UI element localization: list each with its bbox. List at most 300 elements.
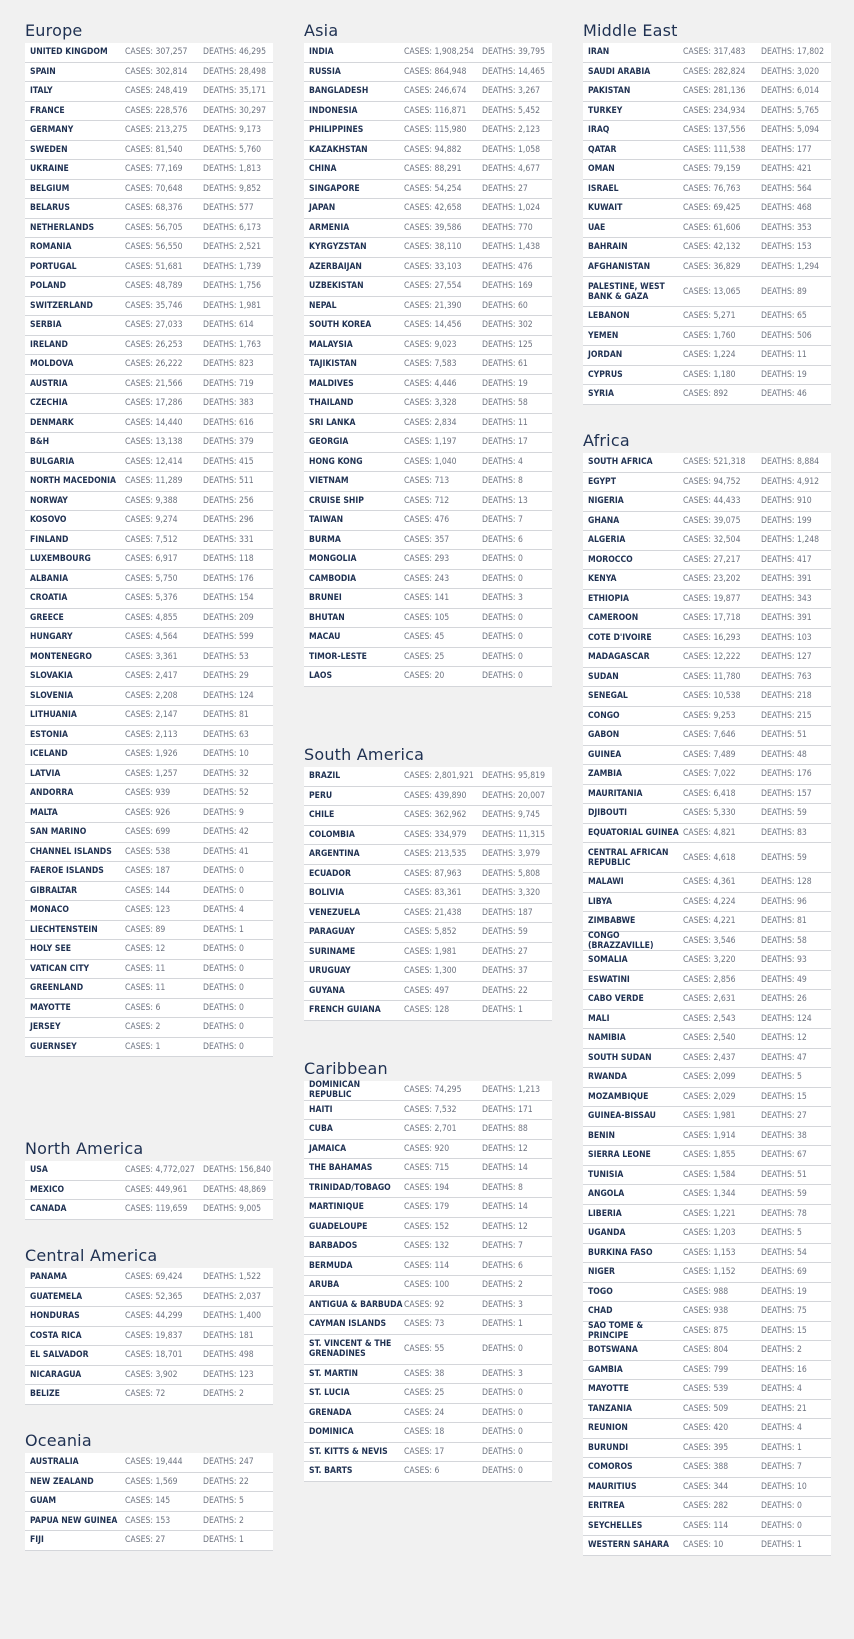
country-name: NIGER bbox=[588, 1267, 615, 1278]
cases-value: CASES: 11,289 bbox=[125, 476, 183, 487]
region-asia bbox=[304, 20, 552, 687]
table-row bbox=[583, 1146, 831, 1166]
table-row bbox=[304, 102, 552, 122]
country-name: SRI LANKA bbox=[309, 417, 356, 428]
country-name: LIBERIA bbox=[588, 1208, 622, 1219]
table-row bbox=[25, 141, 273, 161]
cases-value: CASES: 10,538 bbox=[683, 691, 741, 702]
deaths-value: DEATHS: 5 bbox=[761, 1072, 802, 1083]
region-middle-east bbox=[583, 20, 831, 405]
cases-value: CASES: 1,914 bbox=[683, 1130, 736, 1141]
deaths-value: DEATHS: 38 bbox=[761, 1130, 807, 1141]
deaths-value: DEATHS: 124 bbox=[761, 1013, 812, 1024]
country-name: ICELAND bbox=[30, 749, 68, 760]
cases-value: CASES: 5,271 bbox=[683, 311, 736, 322]
deaths-value: DEATHS: 0 bbox=[761, 1501, 802, 1512]
table-row bbox=[583, 1224, 831, 1244]
table-row bbox=[583, 43, 831, 63]
country-name: JERSEY bbox=[30, 1022, 61, 1033]
deaths-value: DEATHS: 599 bbox=[203, 632, 254, 643]
table-row bbox=[25, 297, 273, 317]
deaths-value: DEATHS: 2 bbox=[761, 1345, 802, 1356]
table-row bbox=[583, 629, 831, 649]
deaths-value: DEATHS: 1 bbox=[482, 1005, 523, 1016]
deaths-value: DEATHS: 9 bbox=[203, 807, 244, 818]
deaths-value: DEATHS: 0 bbox=[482, 612, 523, 623]
cases-value: CASES: 293 bbox=[404, 554, 450, 565]
country-name: CHILE bbox=[309, 810, 335, 821]
region-north-america bbox=[25, 1138, 273, 1220]
table-row bbox=[583, 82, 831, 102]
country-name: MOROCCO bbox=[588, 554, 633, 565]
table-row bbox=[304, 806, 552, 826]
country-name: SOMALIA bbox=[588, 955, 628, 966]
cases-value: CASES: 10 bbox=[683, 1540, 724, 1551]
table-row bbox=[25, 1181, 273, 1201]
deaths-value: DEATHS: 0 bbox=[203, 1002, 244, 1013]
table-row bbox=[304, 1315, 552, 1335]
deaths-value: DEATHS: 506 bbox=[761, 330, 812, 341]
cases-value: CASES: 4,564 bbox=[125, 632, 178, 643]
table-row bbox=[25, 82, 273, 102]
deaths-value: DEATHS: 0 bbox=[482, 671, 523, 682]
country-name: GERMANY bbox=[30, 125, 74, 136]
deaths-value: DEATHS: 96 bbox=[761, 896, 807, 907]
cases-value: CASES: 2,208 bbox=[125, 690, 178, 701]
cases-value: CASES: 11 bbox=[125, 983, 166, 994]
country-name: SENEGAL bbox=[588, 691, 628, 702]
table-row bbox=[583, 648, 831, 668]
country-name: BURKINA FASO bbox=[588, 1247, 653, 1258]
cases-value: CASES: 2,113 bbox=[125, 729, 178, 740]
country-name: GAMBIA bbox=[588, 1364, 623, 1375]
country-name: NETHERLANDS bbox=[30, 222, 95, 233]
deaths-value: DEATHS: 3 bbox=[482, 593, 523, 604]
table-row bbox=[304, 1335, 552, 1365]
deaths-value: DEATHS: 4 bbox=[203, 905, 244, 916]
cases-value: CASES: 1,257 bbox=[125, 768, 178, 779]
country-name: POLAND bbox=[30, 281, 67, 292]
deaths-value: DEATHS: 5,808 bbox=[482, 868, 541, 879]
deaths-value: DEATHS: 4,677 bbox=[482, 164, 541, 175]
country-name: PAKISTAN bbox=[588, 86, 631, 97]
table-row bbox=[304, 433, 552, 453]
cases-value: CASES: 144 bbox=[125, 885, 171, 896]
deaths-value: DEATHS: 7 bbox=[761, 1462, 802, 1473]
country-name: SOUTH AFRICA bbox=[588, 457, 653, 468]
region-central-america bbox=[25, 1245, 273, 1405]
country-name: USA bbox=[30, 1165, 48, 1176]
cases-value: CASES: 5,750 bbox=[125, 573, 178, 584]
deaths-value: DEATHS: 22 bbox=[203, 1476, 249, 1487]
deaths-value: DEATHS: 5 bbox=[203, 1496, 244, 1507]
region-title: Africa bbox=[583, 431, 630, 450]
cases-value: CASES: 26,253 bbox=[125, 339, 183, 350]
country-name: GUINEA-BISSAU bbox=[588, 1111, 656, 1122]
table-row bbox=[25, 1366, 273, 1386]
region-title: Caribbean bbox=[304, 1059, 388, 1078]
cases-value: CASES: 2,540 bbox=[683, 1033, 736, 1044]
deaths-value: DEATHS: 88 bbox=[482, 1124, 528, 1135]
table-row bbox=[304, 43, 552, 63]
cases-value: CASES: 938 bbox=[683, 1306, 729, 1317]
country-name: NIGERIA bbox=[588, 496, 624, 507]
cases-value: CASES: 17,286 bbox=[125, 398, 183, 409]
table-row bbox=[25, 1473, 273, 1493]
table-row bbox=[583, 1302, 831, 1322]
country-name: CRUISE SHIP bbox=[309, 495, 364, 506]
country-name: MAURITANIA bbox=[588, 788, 643, 799]
country-name: LATVIA bbox=[30, 768, 61, 779]
table-row bbox=[304, 570, 552, 590]
country-name: JAMAICA bbox=[309, 1143, 347, 1154]
table-row bbox=[25, 219, 273, 239]
cases-value: CASES: 799 bbox=[683, 1364, 729, 1375]
country-name: INDIA bbox=[309, 47, 334, 58]
table-row bbox=[583, 785, 831, 805]
country-name: DJIBOUTI bbox=[588, 808, 628, 819]
table-row bbox=[25, 1288, 273, 1308]
country-name: VATICAN CITY bbox=[30, 963, 90, 974]
cases-value: CASES: 115,980 bbox=[404, 125, 467, 136]
country-name: MALDIVES bbox=[309, 378, 354, 389]
cases-value: CASES: 920 bbox=[404, 1143, 450, 1154]
deaths-value: DEATHS: 1 bbox=[203, 924, 244, 935]
cases-value: CASES: 2,417 bbox=[125, 671, 178, 682]
country-name: BOLIVIA bbox=[309, 888, 345, 899]
cases-value: CASES: 213,535 bbox=[404, 849, 467, 860]
cases-value: CASES: 9,253 bbox=[683, 710, 736, 721]
deaths-value: DEATHS: 153 bbox=[761, 242, 812, 253]
country-name: GREENLAND bbox=[30, 983, 84, 994]
table-row bbox=[583, 1049, 831, 1069]
cases-value: CASES: 3,546 bbox=[683, 935, 736, 946]
deaths-value: DEATHS: 4 bbox=[482, 456, 523, 467]
table-row bbox=[304, 787, 552, 807]
region-oceania bbox=[25, 1430, 273, 1551]
deaths-value: DEATHS: 5,452 bbox=[482, 105, 541, 116]
table-row bbox=[583, 385, 831, 405]
deaths-value: DEATHS: 37 bbox=[482, 966, 528, 977]
table-row bbox=[304, 1179, 552, 1199]
cases-value: CASES: 307,257 bbox=[125, 47, 188, 58]
country-name: CHINA bbox=[309, 164, 337, 175]
table-row bbox=[304, 492, 552, 512]
cases-value: CASES: 2,099 bbox=[683, 1072, 736, 1083]
country-name: TOGO bbox=[588, 1286, 613, 1297]
cases-value: CASES: 344 bbox=[683, 1481, 729, 1492]
table-row bbox=[25, 1327, 273, 1347]
deaths-value: DEATHS: 53 bbox=[203, 651, 249, 662]
table-row bbox=[25, 414, 273, 434]
cases-value: CASES: 1,926 bbox=[125, 749, 178, 760]
country-name: SWITZERLAND bbox=[30, 300, 93, 311]
country-name: ITALY bbox=[30, 86, 53, 97]
cases-value: CASES: 1,221 bbox=[683, 1208, 736, 1219]
deaths-value: DEATHS: 1 bbox=[203, 1535, 244, 1546]
country-name: PARAGUAY bbox=[309, 927, 355, 938]
cases-value: CASES: 1,569 bbox=[125, 1476, 178, 1487]
country-name: VIETNAM bbox=[309, 476, 349, 487]
country-name: CAMBODIA bbox=[309, 573, 357, 584]
cases-value: CASES: 3,220 bbox=[683, 955, 736, 966]
country-name: SOUTH SUDAN bbox=[588, 1052, 652, 1063]
cases-value: CASES: 2,801,921 bbox=[404, 771, 474, 782]
cases-value: CASES: 1,203 bbox=[683, 1228, 736, 1239]
deaths-value: DEATHS: 22 bbox=[482, 985, 528, 996]
cases-value: CASES: 26,222 bbox=[125, 359, 183, 370]
deaths-value: DEATHS: 1 bbox=[761, 1540, 802, 1551]
table-row bbox=[25, 1346, 273, 1366]
table-row bbox=[304, 628, 552, 648]
table-row bbox=[304, 923, 552, 943]
cases-value: CASES: 68,376 bbox=[125, 203, 183, 214]
region-title: Asia bbox=[304, 21, 339, 40]
deaths-value: DEATHS: 118 bbox=[203, 554, 254, 565]
country-name: GEORGIA bbox=[309, 437, 349, 448]
table-row bbox=[583, 746, 831, 766]
deaths-value: DEATHS: 32 bbox=[203, 768, 249, 779]
table-row bbox=[25, 102, 273, 122]
cases-value: CASES: 420 bbox=[683, 1423, 729, 1434]
deaths-value: DEATHS: 103 bbox=[761, 632, 812, 643]
deaths-value: DEATHS: 61 bbox=[482, 359, 528, 370]
deaths-value: DEATHS: 157 bbox=[761, 788, 812, 799]
cases-value: CASES: 114 bbox=[683, 1520, 729, 1531]
table-row bbox=[304, 121, 552, 141]
deaths-value: DEATHS: 11 bbox=[761, 350, 807, 361]
deaths-value: DEATHS: 93 bbox=[761, 955, 807, 966]
table-row bbox=[304, 865, 552, 885]
table-row bbox=[25, 921, 273, 941]
cases-value: CASES: 69,425 bbox=[683, 203, 741, 214]
deaths-value: DEATHS: 1 bbox=[761, 1442, 802, 1453]
table-row bbox=[25, 160, 273, 180]
deaths-value: DEATHS: 17 bbox=[482, 437, 528, 448]
cases-value: CASES: 3,902 bbox=[125, 1369, 178, 1380]
deaths-value: DEATHS: 3,020 bbox=[761, 66, 820, 77]
country-name: FINLAND bbox=[30, 534, 69, 545]
deaths-value: DEATHS: 63 bbox=[203, 729, 249, 740]
table-row bbox=[583, 1517, 831, 1537]
table-row bbox=[583, 551, 831, 571]
table-row bbox=[304, 375, 552, 395]
country-name: SAUDI ARABIA bbox=[588, 66, 651, 77]
cases-value: CASES: 39,586 bbox=[404, 222, 462, 233]
table-row bbox=[583, 824, 831, 844]
table-row bbox=[583, 893, 831, 913]
cases-value: CASES: 7,489 bbox=[683, 749, 736, 760]
table-row bbox=[25, 862, 273, 882]
country-name: QATAR bbox=[588, 144, 617, 155]
table-row bbox=[304, 943, 552, 963]
cases-value: CASES: 449,961 bbox=[125, 1184, 188, 1195]
table-row bbox=[583, 1341, 831, 1361]
deaths-value: DEATHS: 95,819 bbox=[482, 771, 546, 782]
deaths-value: DEATHS: 12 bbox=[482, 1143, 528, 1154]
table-row bbox=[304, 219, 552, 239]
country-name: HUNGARY bbox=[30, 632, 73, 643]
table-row bbox=[304, 1237, 552, 1257]
deaths-value: DEATHS: 564 bbox=[761, 183, 812, 194]
deaths-value: DEATHS: 3,267 bbox=[482, 86, 541, 97]
deaths-value: DEATHS: 0 bbox=[203, 866, 244, 877]
deaths-value: DEATHS: 417 bbox=[761, 554, 812, 565]
deaths-value: DEATHS: 12 bbox=[761, 1033, 807, 1044]
cases-value: CASES: 228,576 bbox=[125, 105, 188, 116]
country-name: URUGUAY bbox=[309, 966, 351, 977]
cases-value: CASES: 137,556 bbox=[683, 125, 746, 136]
cases-value: CASES: 153 bbox=[125, 1515, 171, 1526]
cases-value: CASES: 1,908,254 bbox=[404, 47, 474, 58]
table-row bbox=[25, 940, 273, 960]
cases-value: CASES: 3,328 bbox=[404, 398, 457, 409]
deaths-value: DEATHS: 0 bbox=[482, 651, 523, 662]
deaths-value: DEATHS: 42 bbox=[203, 827, 249, 838]
deaths-value: DEATHS: 0 bbox=[203, 885, 244, 896]
cases-value: CASES: 13,138 bbox=[125, 437, 183, 448]
deaths-value: DEATHS: 763 bbox=[761, 671, 812, 682]
table-row bbox=[304, 1276, 552, 1296]
cases-value: CASES: 76,763 bbox=[683, 183, 741, 194]
country-name: ARUBA bbox=[309, 1280, 340, 1291]
deaths-value: DEATHS: 1,756 bbox=[203, 281, 262, 292]
country-name: ERITREA bbox=[588, 1501, 625, 1512]
country-name: KYRGYZSTAN bbox=[309, 242, 367, 253]
cases-value: CASES: 497 bbox=[404, 985, 450, 996]
country-name: HONG KONG bbox=[309, 456, 363, 467]
table-row bbox=[583, 453, 831, 473]
table-row bbox=[25, 199, 273, 219]
table-row bbox=[583, 1478, 831, 1498]
country-name: KENYA bbox=[588, 574, 617, 585]
cases-value: CASES: 88,291 bbox=[404, 164, 462, 175]
country-name: FIJI bbox=[30, 1535, 44, 1546]
cases-value: CASES: 3,361 bbox=[125, 651, 178, 662]
cases-value: CASES: 1,584 bbox=[683, 1169, 736, 1180]
table-row bbox=[583, 804, 831, 824]
cases-value: CASES: 317,483 bbox=[683, 47, 746, 58]
country-name: GUATEMELA bbox=[30, 1291, 83, 1302]
cases-value: CASES: 234,934 bbox=[683, 105, 746, 116]
country-name: LITHUANIA bbox=[30, 710, 77, 721]
table-row bbox=[25, 1385, 273, 1405]
deaths-value: DEATHS: 14 bbox=[482, 1163, 528, 1174]
cases-value: CASES: 1,981 bbox=[404, 946, 457, 957]
cases-value: CASES: 4,855 bbox=[125, 612, 178, 623]
country-name: ALBANIA bbox=[30, 573, 69, 584]
cases-value: CASES: 42,658 bbox=[404, 203, 462, 214]
table-row bbox=[304, 1462, 552, 1482]
country-name: GIBRALTAR bbox=[30, 885, 78, 896]
deaths-value: DEATHS: 2,521 bbox=[203, 242, 262, 253]
cases-value: CASES: 395 bbox=[683, 1442, 729, 1453]
table-row bbox=[304, 511, 552, 531]
cases-value: CASES: 6 bbox=[404, 1466, 440, 1477]
cases-value: CASES: 21,390 bbox=[404, 300, 462, 311]
cases-value: CASES: 246,674 bbox=[404, 86, 467, 97]
table-row bbox=[25, 823, 273, 843]
country-name: SAN MARINO bbox=[30, 827, 87, 838]
country-name: JORDAN bbox=[588, 350, 623, 361]
table-row bbox=[304, 648, 552, 668]
country-name: BARBADOS bbox=[309, 1241, 358, 1252]
country-name: REUNION bbox=[588, 1423, 628, 1434]
deaths-value: DEATHS: 0 bbox=[482, 554, 523, 565]
deaths-value: DEATHS: 20,007 bbox=[482, 790, 546, 801]
country-name: EGYPT bbox=[588, 476, 616, 487]
table-row bbox=[583, 1107, 831, 1127]
table-row bbox=[304, 1081, 552, 1101]
country-name: TURKEY bbox=[588, 105, 623, 116]
table-row bbox=[304, 1101, 552, 1121]
table-row bbox=[25, 882, 273, 902]
table-row bbox=[25, 765, 273, 785]
table-row bbox=[304, 1159, 552, 1179]
table-row bbox=[304, 453, 552, 473]
cases-value: CASES: 19,837 bbox=[125, 1330, 183, 1341]
cases-value: CASES: 2,029 bbox=[683, 1091, 736, 1102]
table-row bbox=[25, 648, 273, 668]
country-name: ARGENTINA bbox=[309, 849, 360, 860]
country-name: THE BAHAMAS bbox=[309, 1163, 373, 1174]
deaths-value: DEATHS: 5,760 bbox=[203, 144, 262, 155]
cases-value: CASES: 72 bbox=[125, 1389, 166, 1400]
deaths-value: DEATHS: 383 bbox=[203, 398, 254, 409]
country-name: NAMIBIA bbox=[588, 1033, 626, 1044]
cases-value: CASES: 100 bbox=[404, 1280, 450, 1291]
cases-value: CASES: 926 bbox=[125, 807, 171, 818]
deaths-value: DEATHS: 3 bbox=[482, 1368, 523, 1379]
cases-value: CASES: 55 bbox=[404, 1344, 445, 1354]
deaths-value: DEATHS: 218 bbox=[761, 691, 812, 702]
deaths-value: DEATHS: 391 bbox=[761, 613, 812, 624]
cases-value: CASES: 69,424 bbox=[125, 1272, 183, 1283]
region-title: Europe bbox=[25, 21, 83, 40]
table-row bbox=[583, 366, 831, 386]
country-name: PAPUA NEW GUINEA bbox=[30, 1515, 118, 1526]
deaths-value: DEATHS: 60 bbox=[482, 300, 528, 311]
table-row bbox=[583, 1244, 831, 1264]
table-row bbox=[583, 277, 831, 307]
cases-value: CASES: 7,583 bbox=[404, 359, 457, 370]
cases-value: CASES: 4,446 bbox=[404, 378, 457, 389]
country-name: NORTH MACEDONIA bbox=[30, 476, 117, 487]
deaths-value: DEATHS: 0 bbox=[203, 983, 244, 994]
table-row bbox=[583, 1322, 831, 1342]
table-row bbox=[304, 1257, 552, 1277]
deaths-value: DEATHS: 169 bbox=[482, 281, 533, 292]
cases-value: CASES: 17,718 bbox=[683, 613, 741, 624]
country-name: TAJIKISTAN bbox=[309, 359, 357, 370]
country-name: EL SALVADOR bbox=[30, 1350, 89, 1361]
table-row bbox=[25, 960, 273, 980]
country-name: TUNISIA bbox=[588, 1169, 624, 1180]
deaths-value: DEATHS: 577 bbox=[203, 203, 254, 214]
table-row bbox=[583, 1439, 831, 1459]
deaths-value: DEATHS: 5,094 bbox=[761, 125, 820, 136]
table-row bbox=[583, 102, 831, 122]
table-row bbox=[25, 258, 273, 278]
deaths-value: DEATHS: 6 bbox=[482, 534, 523, 545]
country-name: KUWAIT bbox=[588, 203, 623, 214]
country-name: HOLY SEE bbox=[30, 944, 72, 955]
country-name: SUDAN bbox=[588, 671, 619, 682]
deaths-value: DEATHS: 177 bbox=[761, 144, 812, 155]
deaths-value: DEATHS: 46 bbox=[761, 389, 807, 400]
country-name: LUXEMBOURG bbox=[30, 554, 91, 565]
cases-value: CASES: 123 bbox=[125, 905, 171, 916]
